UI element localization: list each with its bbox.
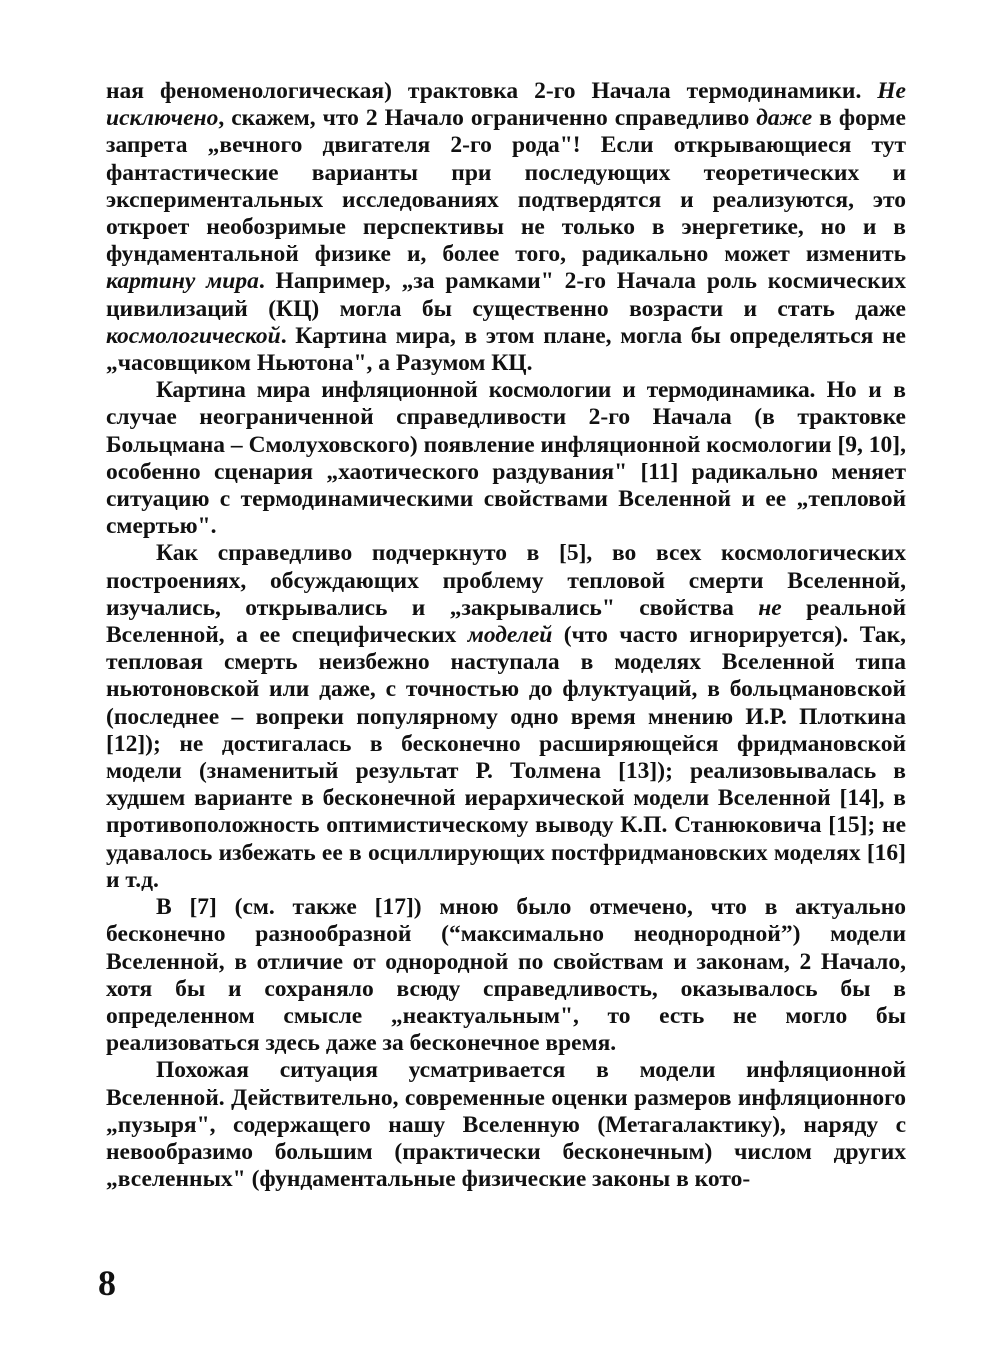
run-in-heading: Картина мира инфляционной космологии и термодинамика.	[156, 377, 816, 404]
paragraph-continuation: ная феноменологическая) трактовка 2-го Начала термодинамики. Не исключено, скажем, что 2 Начало ограниченно справедливо даже в форме запрета „вечного двигателя 2-го рода"! Если открывающиеся тут фантастические варианты при последующих теоретических и экспериментальных исследованиях подтвердятся и реализуются, это откроет необозримые перспективы не только в энергетике, но и в фундаментальной физике и, более того, радикально может изменить картину мира. Например, „за рамками" 2-го Начала роль космических цивилизаций (КЦ) могла бы существенно возрасти и стать даже космологической. Картина мира, в этом плане, могла бы определяться не „часовщиком Ньютона", а Разумом КЦ.	[106, 78, 906, 377]
paragraph-heat-death-models: Как справедливо подчеркнуто в [5], во всех космологических построениях, обсуждающих проблему тепловой смерти Вселенной, изучались, открывались и „закрывались" свойства не реальной Вселенной, а ее специфических моделей (что часто игнорируется). Так, тепловая смерть неизбежно наступала в моделях Вселенной типа ньютоновской или даже, с точностью до флуктуаций, в больцмановской (последнее – вопреки популярному одно время мнению И.Р. Плоткина [12]); не достигалась в бесконечно расширяющейся фридмановской модели (знаменитый результат Р. Толмена [13]); реализовывалась в худшем варианте в бесконечной иерархической модели Вселенной [14], в противоположность оптимистическому выводу К.П. Станюковича [15]; не удавалось избежать ее в осциллирующих постфридмановских моделях [16] и т.д.	[106, 540, 906, 893]
page-number: 8	[98, 1263, 116, 1303]
paragraph-inflationary-cosmology: Картина мира инфляционной космологии и термодинамика. Но и в случае неограниченной справедливости 2-го Начала (в трактовке Больцмана – Смолуховского) появление инфляционной космологии [9, 10], особенно сценария „хаотического раздувания" [11] радикально меняет ситуацию с термодинамическими свойствами Вселенной и ее „тепловой смертью".	[106, 377, 906, 540]
paragraph-infinite-diversity: В [7] (см. также [17]) мною было отмечено, что в актуально бесконечно разнообразной (“максимально неоднородной”) модели Вселенной, в отличие от однородной по свойствам и законам, 2 Начало, хотя бы и сохраняло всюду справедливость, оказывалось бы в определенном смысле „неактуальным", то есть не могло бы реализоваться здесь даже за бесконечное время.	[106, 894, 906, 1057]
body-text	[106, 78, 906, 1193]
paragraph-inflationary-universe: Похожая ситуация усматривается в модели инфляционной Вселенной. Действительно, современные оценки размеров инфляционного „пузыря", содержащего нашу Вселенную (Метагалактику), наряду с невообразимо большим (практически бесконечным) числом других „вселенных" (фундаментальные физические законы в кото-	[106, 1057, 906, 1193]
